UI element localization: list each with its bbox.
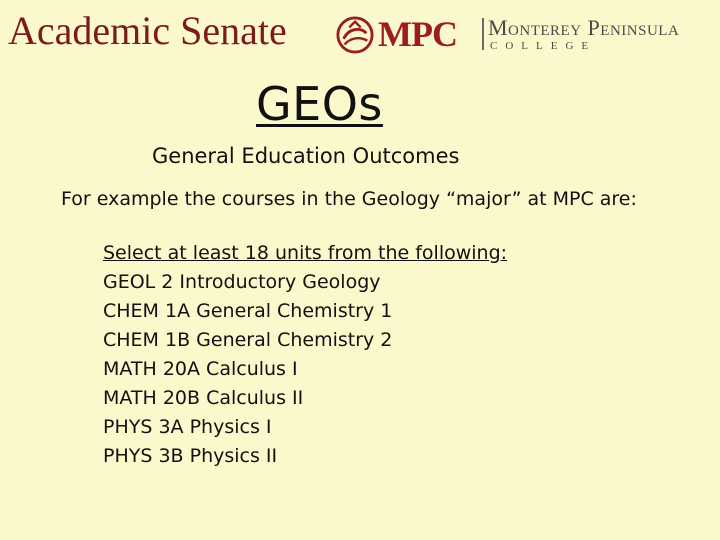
logo-college-name: Monterey Peninsula <box>488 15 680 40</box>
page-title: GEOs <box>256 77 383 131</box>
list-item: PHYS 3B Physics II <box>103 445 278 467</box>
list-item: PHYS 3A Physics I <box>103 416 272 438</box>
header-title: Academic Senate <box>8 8 287 53</box>
logo-mpc-text: MPC <box>378 14 457 54</box>
list-item: CHEM 1A General Chemistry 1 <box>103 300 393 322</box>
intro-text: For example the courses in the Geology “major” at MPC are: <box>61 188 637 210</box>
course-list <box>103 268 507 471</box>
mpc-emblem-icon <box>336 16 374 54</box>
list-item: MATH 20B Calculus II <box>103 387 304 409</box>
list-item: CHEM 1B General Chemistry 2 <box>103 329 393 351</box>
logo-college-word: COLLEGE <box>490 40 597 52</box>
mpc-logo <box>336 14 716 56</box>
page-subtitle: General Education Outcomes <box>152 144 460 168</box>
requirement-heading: Select at least 18 units from the following: <box>103 242 508 264</box>
slide-header <box>0 0 720 64</box>
list-item: MATH 20A Calculus I <box>103 358 298 380</box>
course-requirements <box>103 239 507 471</box>
list-item: GEOL 2 Introductory Geology <box>103 271 381 293</box>
logo-divider <box>482 18 484 50</box>
